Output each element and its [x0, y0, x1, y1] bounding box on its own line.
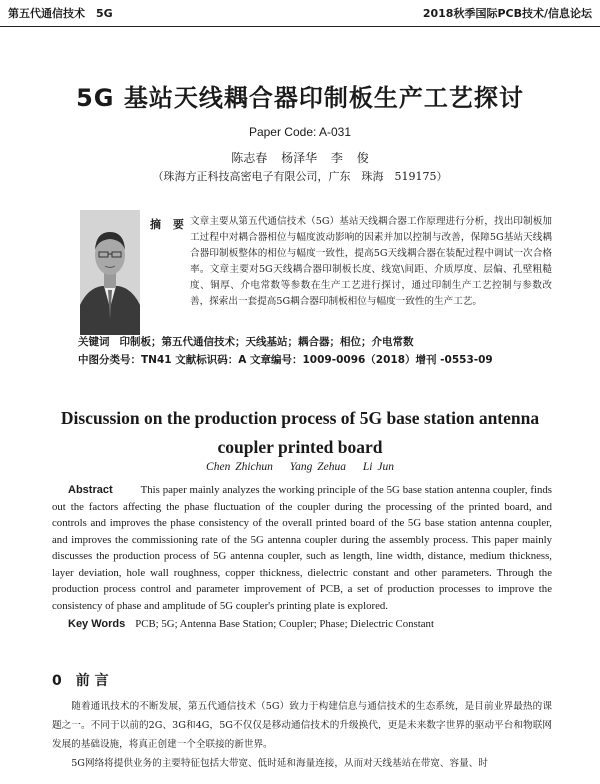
paper-title-en: Discussion on the production process of 5G base station antenna coupler printed board [60, 408, 540, 457]
author-name: 杨泽华 [281, 151, 318, 165]
keywords-zh-text: 印制板；第五代通信技术；天线基站；耦合器；相位；介电常数 [119, 336, 414, 348]
author-list-en [0, 461, 600, 473]
abstract-zh-text: 文章主要从第五代通信技术（5G）基站天线耦合器工作原理进行分析，找出印制板加工过程中对耦合器相位与幅度波动影响的因素并加以控制与改善，保障5G基站天线耦合器印制板整体的相位与幅度一致性，提高5G天线耦合器在装配过程中调试一次合格率。文章主要对5G天线耦合器印制板长度、线宽\间距、介质厚度、层偏、孔壁粗糙度、铜厚、介电常数等参数在生产工艺进行探讨，通过印制生产工艺控制与参数改善，探索出一套提高5G耦合器印制板相位与幅度一致性的生产工艺。 [190, 216, 552, 307]
section-number: 0 [52, 673, 62, 689]
keywords-zh [78, 334, 558, 349]
section-title: 前 言 [75, 673, 109, 689]
author-name: 陈志春 [231, 151, 268, 165]
abstract-en [52, 482, 552, 614]
paper-code: Paper Code: A-031 [248, 125, 352, 139]
keywords-en [68, 618, 558, 630]
keywords-zh-label: 关键词 [78, 336, 110, 348]
affiliation: （珠海方正科技高密电子有限公司，广东 珠海 519175） [152, 170, 448, 183]
author-name: 李 俊 [330, 151, 369, 165]
author-name-en: Yang Zehua [289, 461, 346, 473]
body-paragraph: 5G网络将提供业务的主要特征包括大带宽、低时延和海量连接，从而对天线基站在带宽、容量、时 [71, 758, 488, 769]
header-left: 第五代通信技术 5G [8, 7, 113, 20]
abstract-zh-label: 摘 要 [150, 218, 188, 231]
section-heading [52, 670, 109, 690]
keywords-en-label: Key Words [68, 618, 126, 630]
abstract-en-label: Abstract [68, 484, 113, 496]
abstract-en-text: This paper mainly analyzes the working principle of the 5G base station antenna coupler, finds out the factors affecting the phase fluctuation of the coupler during the processing of the printed board, and controls and improves the phase consistency of the overall printed board of the 5G base station antenna coupler, and improves the commissioning rate of the 5G antenna coupler during the assembly process. This paper mainly discusses the production process of 5G antenna coupler, such as length, line width, distance, medium thickness, layer deviation, hole wall roughness, copper thickness, dielectric constant and other parameters. Through the production process control and parameter improvement of PCB, a set of production processes to improve the consistency of phase and amplitude of 5G coupler's printing plate is explored. [52, 484, 552, 612]
body-text [52, 697, 552, 773]
classification-line: 中图分类号：TN41 文献标识码：A 文章编号：1009-0096（2018）增刊 -0553-09 [78, 354, 493, 366]
author-photo [80, 210, 140, 335]
author-name-en: Chen Zhichun [206, 461, 273, 473]
body-paragraph: 随着通讯技术的不断发展，第五代通信技术（5G）致力于构建信息与通信技术的生态系统，是目前业界最热的课题之一。不同于以前的2G、3G和4G，5G不仅仅是移动通信技术的升级换代，更是未来数字世界的驱动平台和物联网发展的基础设施，将真正创建一个全联接的新世界。 [52, 701, 552, 750]
author-name-en: Li Jun [362, 461, 394, 473]
header-right: 2018秋季国际PCB技术/信息论坛 [422, 7, 592, 20]
paper-title: 5G 基站天线耦合器印制板生产工艺探讨 [76, 84, 524, 112]
keywords-en-text: PCB; 5G; Antenna Base Station; Coupler; Phase; Dielectric Constant [135, 618, 434, 630]
author-list [0, 149, 600, 166]
running-header [0, 0, 600, 27]
